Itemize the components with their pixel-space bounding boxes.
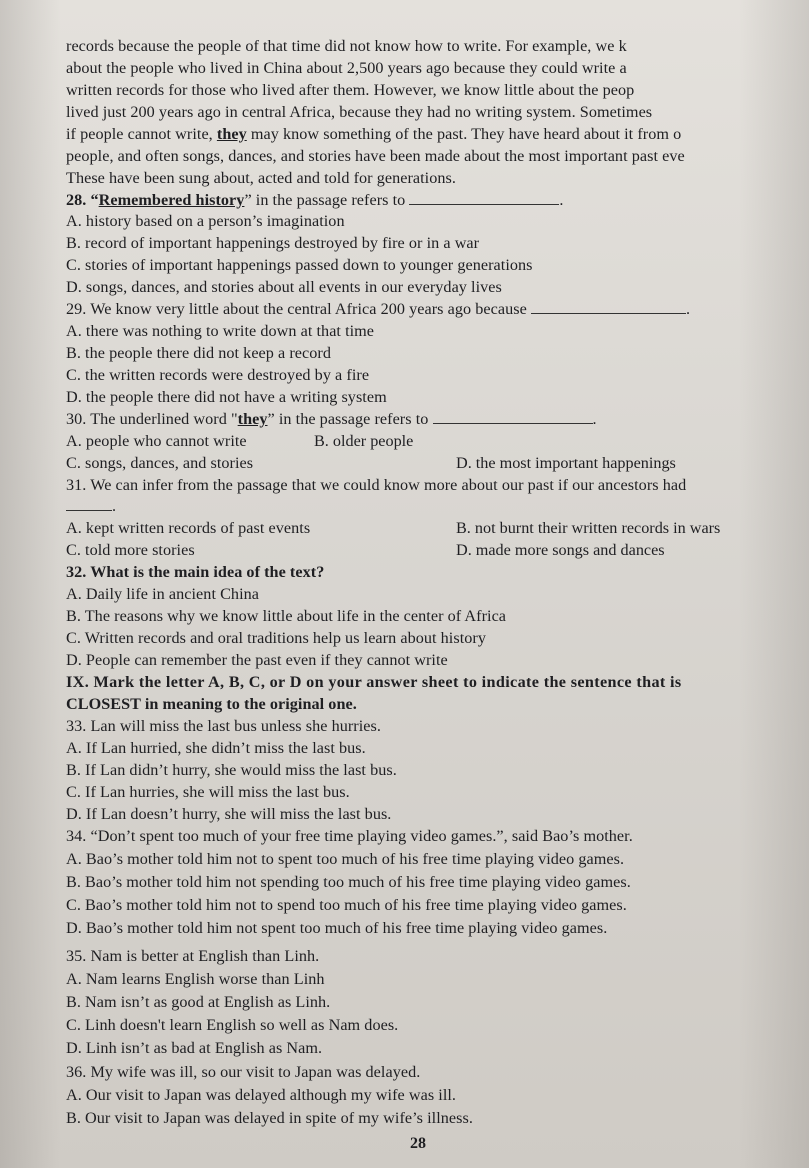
- option: C. Linh doesn't learn English so well as Nam does.: [66, 1016, 399, 1034]
- option: D. the most important happenings: [456, 454, 676, 472]
- option: B. record of important happenings destroyed by fire or in a war: [66, 234, 480, 252]
- passage-line: lived just 200 years ago in central Africa, because they had no writing system. Sometimes: [66, 103, 653, 121]
- option: A. If Lan hurried, she didn’t miss the last bus.: [66, 739, 366, 757]
- page-shadow-left: [0, 0, 60, 1168]
- question-29-stem: [66, 299, 690, 319]
- option: A. kept written records of past events: [66, 519, 311, 537]
- question-28-stem: [66, 190, 564, 210]
- option: A. people who cannot write: [66, 432, 247, 450]
- passage-text: may know something of the past. They have heard about it from o: [246, 125, 682, 143]
- option: D. Bao’s mother told him not spent too much of his free time playing video games.: [66, 919, 608, 937]
- question-35-stem: 35. Nam is better at English than Linh.: [66, 947, 320, 965]
- answer-blank: [66, 496, 112, 511]
- q28-num: 28. “: [66, 191, 99, 209]
- option: B. If Lan didn’t hurry, she would miss the last bus.: [66, 761, 397, 779]
- answer-blank: [409, 190, 559, 205]
- option: D. made more songs and dances: [456, 541, 665, 559]
- option: B. not burnt their written records in wars: [456, 519, 721, 537]
- page-number: 28: [410, 1135, 426, 1152]
- q29-end: .: [685, 300, 691, 318]
- option: C. Written records and oral traditions help us learn about history: [66, 629, 486, 647]
- option: A. Our visit to Japan was delayed although my wife was ill.: [66, 1086, 457, 1104]
- option: A. there was nothing to write down at that time: [66, 322, 375, 340]
- question-31-blank-line: [66, 496, 116, 516]
- q28-phrase: Remembered history: [98, 191, 245, 209]
- option: C. told more stories: [66, 541, 195, 559]
- option: A. Nam learns English worse than Linh: [66, 970, 325, 988]
- section-9-heading: IX. Mark the letter A, B, C, or D on your answer sheet to indicate the sentence that is: [66, 673, 682, 691]
- q30-text: ” in the passage refers to: [267, 410, 433, 428]
- option: B. The reasons why we know little about life in the center of Africa: [66, 607, 507, 625]
- passage-line: people, and often songs, dances, and stories have been made about the most important past eve: [66, 147, 685, 165]
- q28-text: ” in the passage refers to: [244, 191, 410, 209]
- option: D. People can remember the past even if they cannot write: [66, 651, 448, 669]
- section-9-heading-cont: CLOSEST in meaning to the original one.: [66, 695, 357, 713]
- q30-end: .: [592, 410, 597, 428]
- option: B. the people there did not keep a record: [66, 344, 331, 362]
- question-33-stem: 33. Lan will miss the last bus unless she hurries.: [66, 717, 381, 735]
- option: C. songs, dances, and stories: [66, 454, 254, 472]
- answer-blank: [531, 299, 686, 314]
- option: D. If Lan doesn’t hurry, she will miss the last bus.: [66, 805, 392, 823]
- passage-line: [66, 124, 681, 144]
- option: B. Bao’s mother told him not spending too much of his free time playing video games.: [66, 873, 631, 891]
- option: C. Bao’s mother told him not to spend too much of his free time playing video games.: [66, 896, 627, 914]
- passage-line: These have been sung about, acted and told for generations.: [66, 169, 456, 187]
- option: A. Daily life in ancient China: [66, 585, 259, 603]
- option: B. older people: [314, 432, 414, 450]
- q29-text: 29. We know very little about the central Africa 200 years ago because: [66, 300, 531, 318]
- option: D. the people there did not have a writing system: [66, 388, 387, 406]
- passage-line: written records for those who lived after them. However, we know little about the peop: [66, 81, 635, 99]
- q31-end: .: [112, 497, 117, 515]
- page-shadow-right: [739, 0, 809, 1168]
- option: C. If Lan hurries, she will miss the last bus.: [66, 783, 350, 801]
- option: B. Our visit to Japan was delayed in spite of my wife’s illness.: [66, 1109, 473, 1127]
- question-36-stem: 36. My wife was ill, so our visit to Japan was delayed.: [66, 1063, 421, 1081]
- q28-end: .: [559, 191, 564, 209]
- option: A. history based on a person’s imagination: [66, 212, 345, 230]
- question-34-stem: 34. “Don’t spent too much of your free time playing video games.”, said Bao’s mother.: [66, 827, 633, 845]
- option: A. Bao’s mother told him not to spent too much of his free time playing video games.: [66, 850, 625, 868]
- answer-blank: [433, 409, 593, 424]
- option: C. stories of important happenings passed down to younger generations: [66, 256, 533, 274]
- q30-num: 30. The underlined word ": [66, 410, 238, 428]
- option: B. Nam isn’t as good at English as Linh.: [66, 993, 331, 1011]
- question-30-stem: [66, 409, 597, 429]
- underlined-word-they: they: [216, 125, 247, 143]
- option: C. the written records were destroyed by a fire: [66, 366, 370, 384]
- question-31-stem: 31. We can infer from the passage that we could know more about our past if our ancestors had: [66, 476, 687, 494]
- option: D. songs, dances, and stories about all events in our everyday lives: [66, 278, 502, 296]
- question-32-stem: 32. What is the main idea of the text?: [66, 563, 325, 581]
- q30-word: they: [237, 410, 268, 428]
- option: D. Linh isn’t as bad at English as Nam.: [66, 1039, 323, 1057]
- passage-text: if people cannot write,: [66, 125, 217, 143]
- passage-line: about the people who lived in China about 2,500 years ago because they could write a: [66, 59, 627, 77]
- passage-line: records because the people of that time did not know how to write. For example, we k: [66, 37, 627, 55]
